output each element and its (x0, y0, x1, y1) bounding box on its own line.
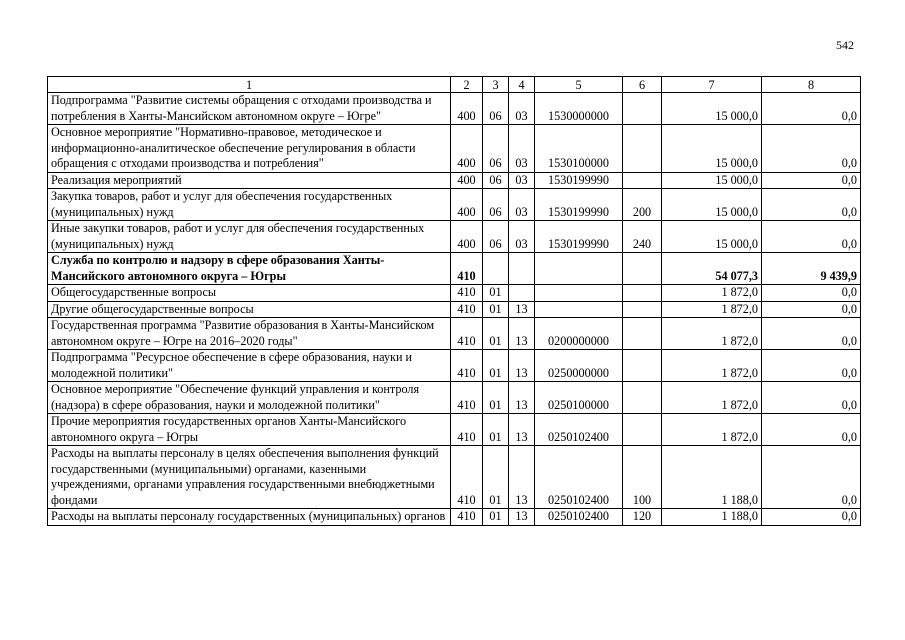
cell-c8: 0,0 (762, 382, 861, 414)
cell-c7: 1 188,0 (662, 446, 762, 509)
cell-c8: 0,0 (762, 172, 861, 189)
cell-c7: 1 188,0 (662, 509, 762, 526)
cell-c2: 410 (451, 446, 483, 509)
row-name: Основное мероприятие "Нормативно-правовое, методическое и информационно-аналитическое обеспечение регулирования в области обращения с отходами производства и потребления" (48, 125, 451, 173)
cell-c8: 0,0 (762, 93, 861, 125)
cell-c7: 1 872,0 (662, 285, 762, 302)
column-header: 1 (48, 77, 451, 93)
cell-c2: 400 (451, 172, 483, 189)
cell-c4: 03 (509, 172, 535, 189)
cell-c3: 01 (483, 382, 509, 414)
cell-c3: 01 (483, 414, 509, 446)
table-row (48, 509, 861, 526)
cell-c4: 13 (509, 446, 535, 509)
cell-c6 (623, 301, 662, 318)
row-name: Другие общегосударственные вопросы (48, 301, 451, 318)
cell-c2: 400 (451, 125, 483, 173)
cell-c8: 0,0 (762, 221, 861, 253)
cell-c6 (623, 253, 662, 285)
page-number: 542 (836, 38, 854, 52)
cell-c3: 01 (483, 285, 509, 302)
cell-c7: 1 872,0 (662, 414, 762, 446)
row-name: Подпрограмма "Ресурсное обеспечение в сфере образования, науки и молодежной политики" (48, 350, 451, 382)
cell-c8: 0,0 (762, 318, 861, 350)
cell-c6: 120 (623, 509, 662, 526)
column-header: 3 (483, 77, 509, 93)
cell-c4 (509, 253, 535, 285)
cell-c7: 15 000,0 (662, 125, 762, 173)
cell-c2: 410 (451, 350, 483, 382)
column-header: 7 (662, 77, 762, 93)
table-row (48, 93, 861, 125)
column-header: 8 (762, 77, 861, 93)
cell-c3: 06 (483, 172, 509, 189)
cell-c8: 0,0 (762, 446, 861, 509)
cell-c5: 0250000000 (535, 350, 623, 382)
table-row-section (48, 253, 861, 285)
cell-c8: 0,0 (762, 189, 861, 221)
row-name: Подпрограмма "Развитие системы обращения с отходами производства и потребления в Ханты-Мансийском автономном округе – Югре" (48, 93, 451, 125)
cell-c4: 13 (509, 301, 535, 318)
cell-c8: 0,0 (762, 285, 861, 302)
cell-c2: 410 (451, 382, 483, 414)
cell-c6 (623, 93, 662, 125)
cell-c7: 54 077,3 (662, 253, 762, 285)
cell-c4: 03 (509, 125, 535, 173)
column-header: 2 (451, 77, 483, 93)
table-row (48, 221, 861, 253)
cell-c3: 01 (483, 446, 509, 509)
row-name: Общегосударственные вопросы (48, 285, 451, 302)
cell-c3 (483, 253, 509, 285)
column-header: 4 (509, 77, 535, 93)
cell-c5: 0250102400 (535, 414, 623, 446)
cell-c2: 410 (451, 509, 483, 526)
column-header: 5 (535, 77, 623, 93)
cell-c7: 1 872,0 (662, 318, 762, 350)
cell-c5: 1530000000 (535, 93, 623, 125)
cell-c6 (623, 382, 662, 414)
cell-c2: 400 (451, 189, 483, 221)
cell-c3: 01 (483, 350, 509, 382)
cell-c7: 15 000,0 (662, 93, 762, 125)
cell-c2: 410 (451, 414, 483, 446)
cell-c8: 0,0 (762, 414, 861, 446)
cell-c2: 400 (451, 93, 483, 125)
cell-c6 (623, 125, 662, 173)
cell-c3: 01 (483, 301, 509, 318)
cell-c7: 1 872,0 (662, 301, 762, 318)
table-row (48, 414, 861, 446)
cell-c7: 15 000,0 (662, 221, 762, 253)
table-row (48, 350, 861, 382)
cell-c3: 01 (483, 318, 509, 350)
cell-c4: 03 (509, 93, 535, 125)
cell-c7: 1 872,0 (662, 350, 762, 382)
cell-c2: 410 (451, 253, 483, 285)
table-row (48, 382, 861, 414)
cell-c3: 01 (483, 509, 509, 526)
cell-c3: 06 (483, 221, 509, 253)
cell-c4: 13 (509, 318, 535, 350)
cell-c8: 0,0 (762, 509, 861, 526)
cell-c8: 0,0 (762, 301, 861, 318)
cell-c5: 0250102400 (535, 446, 623, 509)
row-name: Расходы на выплаты персоналу государственных (муниципальных) органов (48, 509, 451, 526)
cell-c2: 400 (451, 221, 483, 253)
cell-c3: 06 (483, 93, 509, 125)
cell-c4: 03 (509, 221, 535, 253)
cell-c5: 1530100000 (535, 125, 623, 173)
row-name: Служба по контролю и надзору в сфере образования Ханты-Мансийского автономного округа – Югры (48, 253, 451, 285)
table-row (48, 446, 861, 509)
cell-c4: 13 (509, 350, 535, 382)
table-row (48, 318, 861, 350)
cell-c5 (535, 285, 623, 302)
cell-c6: 200 (623, 189, 662, 221)
cell-c5 (535, 253, 623, 285)
row-name: Закупка товаров, работ и услуг для обеспечения государственных (муниципальных) нужд (48, 189, 451, 221)
table-row (48, 172, 861, 189)
cell-c5 (535, 301, 623, 318)
cell-c2: 410 (451, 285, 483, 302)
column-header: 6 (623, 77, 662, 93)
cell-c7: 1 872,0 (662, 382, 762, 414)
cell-c6: 240 (623, 221, 662, 253)
cell-c5: 0250100000 (535, 382, 623, 414)
cell-c7: 15 000,0 (662, 189, 762, 221)
cell-c6 (623, 318, 662, 350)
cell-c5: 1530199990 (535, 189, 623, 221)
row-name: Государственная программа "Развитие образования в Ханты-Мансийском автономном округе – Югре на 2016–2020 годы" (48, 318, 451, 350)
row-name: Реализация мероприятий (48, 172, 451, 189)
cell-c6: 100 (623, 446, 662, 509)
cell-c8: 0,0 (762, 350, 861, 382)
cell-c4: 13 (509, 509, 535, 526)
cell-c5: 1530199990 (535, 221, 623, 253)
cell-c2: 410 (451, 318, 483, 350)
budget-table (47, 76, 861, 526)
cell-c5: 1530199990 (535, 172, 623, 189)
cell-c2: 410 (451, 301, 483, 318)
cell-c8: 9 439,9 (762, 253, 861, 285)
cell-c6 (623, 414, 662, 446)
cell-c6 (623, 172, 662, 189)
table-row (48, 301, 861, 318)
table-row (48, 285, 861, 302)
cell-c6 (623, 350, 662, 382)
cell-c7: 15 000,0 (662, 172, 762, 189)
cell-c4: 13 (509, 414, 535, 446)
cell-c5: 0250102400 (535, 509, 623, 526)
cell-c8: 0,0 (762, 125, 861, 173)
cell-c3: 06 (483, 125, 509, 173)
header-row (48, 77, 861, 93)
row-name: Прочие мероприятия государственных органов Ханты-Мансийского автономного округа – Югры (48, 414, 451, 446)
cell-c3: 06 (483, 189, 509, 221)
row-name: Основное мероприятие "Обеспечение функций управления и контроля (надзора) в сфере образования, науки и молодежной политики" (48, 382, 451, 414)
cell-c4 (509, 285, 535, 302)
row-name: Расходы на выплаты персоналу в целях обеспечения выполнения функций государственными (муниципальными) органами, казенными учреждениями, органами управления государственными внебюджетными фондами (48, 446, 451, 509)
cell-c4: 03 (509, 189, 535, 221)
table-row (48, 125, 861, 173)
cell-c4: 13 (509, 382, 535, 414)
cell-c6 (623, 285, 662, 302)
row-name: Иные закупки товаров, работ и услуг для обеспечения государственных (муниципальных) нужд (48, 221, 451, 253)
table-row (48, 189, 861, 221)
cell-c5: 0200000000 (535, 318, 623, 350)
